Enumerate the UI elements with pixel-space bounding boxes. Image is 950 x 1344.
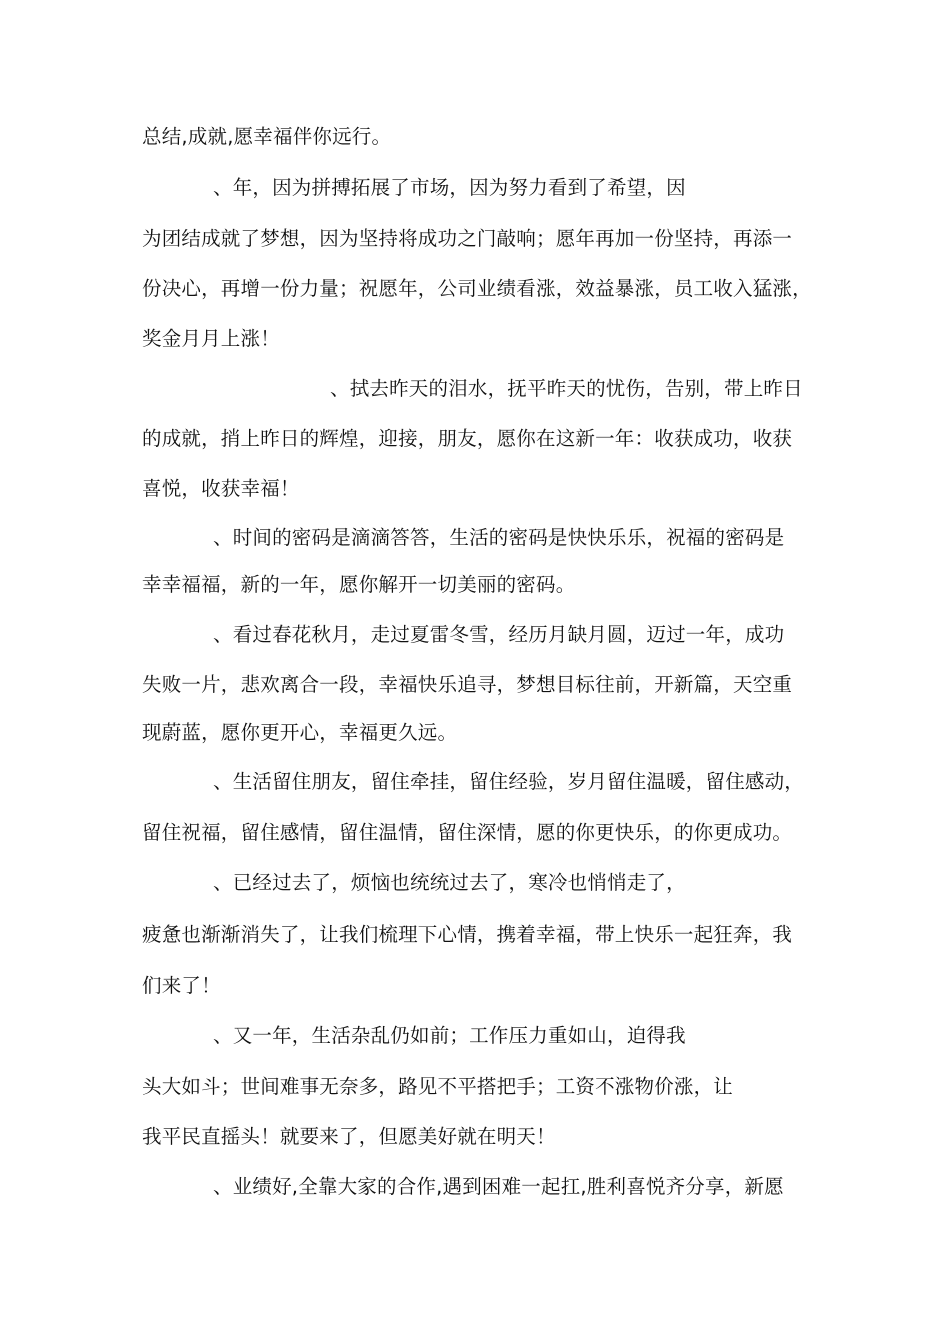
text-line: 喜悦，收获幸福！ xyxy=(142,477,300,500)
text-line: 留住祝福，留住感情，留住温情，留住深情，愿的你更快乐，的你更成功。 xyxy=(142,821,793,844)
text-line: 的成就，捎上昨日的辉煌，迎接，朋友，愿你在这新一年：收获成功，收获 xyxy=(142,427,793,450)
text-line: 奖金月月上涨！ xyxy=(142,327,280,350)
text-line: 们来了！ xyxy=(142,974,221,997)
text-line: 失败一片，悲欢离合一段，幸福快乐追寻，梦想目标往前，开新篇，天空重 xyxy=(142,673,793,696)
text-line: 、业绩好,全靠大家的合作,遇到困难一起扛,胜利喜悦齐分享，新愿 xyxy=(213,1175,784,1198)
text-line: 、已经过去了，烦恼也统统过去了，寒冷也悄悄走了， xyxy=(213,871,686,894)
text-line: 总结,成就,愿幸福伴你远行。 xyxy=(142,125,392,148)
text-line: 、生活留住朋友，留住牵挂，留住经验，岁月留住温暖，留住感动， xyxy=(213,770,805,793)
text-line: 、看过春花秋月，走过夏雷冬雪，经历月缺月圆，迈过一年，成功 xyxy=(213,623,785,646)
text-line: 、年，因为拼搏拓展了市场，因为努力看到了希望，因 xyxy=(213,176,686,199)
text-line: 份决心，再增一份力量；祝愿年，公司业绩看涨，效益暴涨，员工收入猛涨， xyxy=(142,277,812,300)
text-line: 我平民直摇头！就要来了，但愿美好就在明天！ xyxy=(142,1125,556,1148)
text-line: 头大如斗；世间难事无奈多，路见不平搭把手；工资不涨物价涨，让 xyxy=(142,1075,734,1098)
text-line: 、又一年，生活杂乱仍如前；工作压力重如山，迫得我 xyxy=(213,1024,686,1047)
text-line: 、拭去昨天的泪水，抚平昨天的忧伤，告别，带上昨日 xyxy=(330,377,803,400)
text-line: 现蔚蓝，愿你更开心，幸福更久远。 xyxy=(142,721,458,744)
text-line: 、时间的密码是滴滴答答，生活的密码是快快乐乐，祝福的密码是 xyxy=(213,526,785,549)
text-line: 为团结成就了梦想，因为坚持将成功之门敲响；愿年再加一份坚持，再添一 xyxy=(142,227,793,250)
text-line: 疲惫也渐渐消失了，让我们梳理下心情，携着幸福，带上快乐一起狂奔，我 xyxy=(142,923,793,946)
text-line: 幸幸福福，新的一年，愿你解开一切美丽的密码。 xyxy=(142,573,576,596)
